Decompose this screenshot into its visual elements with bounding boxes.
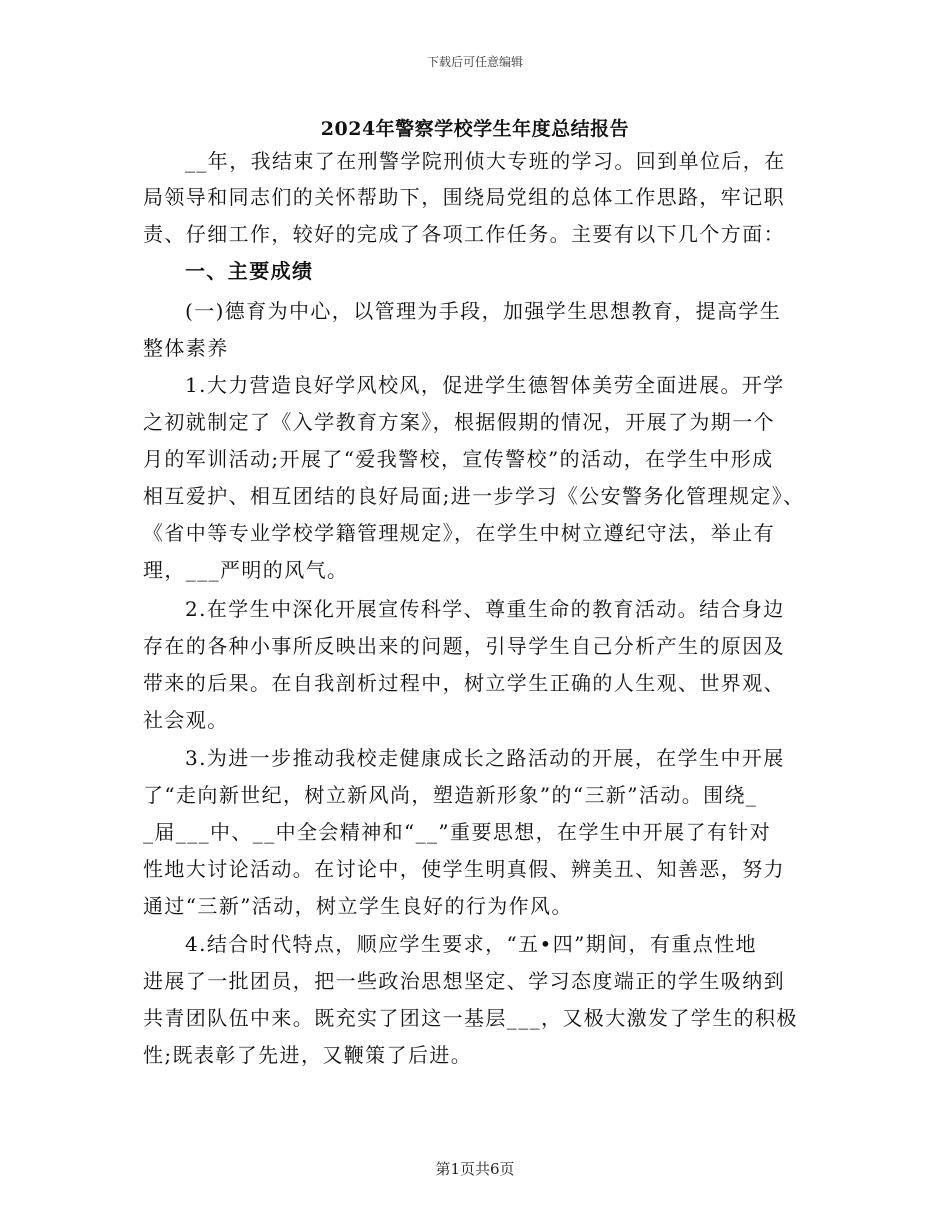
body-line: 4.结合时代特点，顺应学生要求，“五•四”期间，有重点性地 — [185, 932, 757, 956]
body-line: 性地大讨论活动。在讨论中，使学生明真假、辨美丑、知善恶，努力 — [143, 857, 785, 881]
body-line: 理，___严明的风气。 — [143, 558, 349, 582]
body-line: 共青团队伍中来。既充实了团这一基层___，又极大激发了学生的积极 — [143, 1006, 798, 1030]
body-line: 《省中等专业学校学籍管理规定》，在学生中树立遵纪守法，举止有 — [143, 521, 775, 545]
body-line: 了“走向新世纪，树立新风尚，塑造新形象”的“三新”活动。围绕_ — [143, 783, 758, 807]
body-line: _届___中、__中全会精神和“__”重要思想，在学生中开展了有针对 — [143, 820, 772, 844]
section-heading: 一、主要成绩 — [185, 259, 314, 283]
body-line: 之初就制定了《入学教育方案》，根据假期的情况，开展了为期一个 — [143, 410, 775, 434]
body-line: __年，我结束了在刑警学院刑侦大专班的学习。回到单位后，在 — [185, 149, 786, 173]
body-line: 2.在学生中深化开展宣传科学、尊重生命的教育活动。结合身边 — [185, 597, 785, 621]
body-line: 通过“三新”活动，树立学生良好的行为作风。 — [143, 894, 573, 918]
body-line: 社会观。 — [143, 708, 229, 732]
body-line: 性;既表彰了先进，又鞭策了后进。 — [143, 1043, 473, 1067]
subsection-heading: (一)德育为中心，以管理为手段，加强学生思想教育，提高学生 — [185, 299, 782, 323]
header-note: 下载后可任意编辑 — [426, 55, 523, 69]
body-line: 责、仔细工作，较好的完成了各项工作任务。主要有以下几个方面： — [143, 222, 785, 246]
body-line: 相互爱护、相互团结的良好局面;进一步学习《公安警务化管理规定》、 — [143, 484, 805, 508]
body-line: 3.为进一步推动我校走健康成长之路活动的开展，在学生中开展 — [185, 746, 785, 770]
page-number-footer: 第1页共6页 — [435, 1160, 515, 1178]
body-line: 月的军训活动;开展了“爱我警校，宣传警校”的活动，在学生中形成 — [143, 447, 774, 471]
body-line: 整体素养 — [143, 336, 229, 360]
body-line: 局领导和同志们的关怀帮助下，围绕局党组的总体工作思路，牢记职 — [143, 185, 785, 209]
body-line: 带来的后果。在自我剖析过程中，树立学生正确的人生观、世界观、 — [143, 671, 785, 695]
body-line: 1.大力营造良好学风校风，促进学生德智体美劳全面进展。开学 — [185, 373, 785, 397]
body-line: 进展了一批团员，把一些政治思想坚定、学习态度端正的学生吸纳到 — [143, 969, 785, 993]
body-line: 存在的各种小事所反映出来的问题，引导学生自己分析产生的原因及 — [143, 634, 785, 658]
document-title: 2024年警察学校学生年度总结报告 — [320, 118, 630, 140]
